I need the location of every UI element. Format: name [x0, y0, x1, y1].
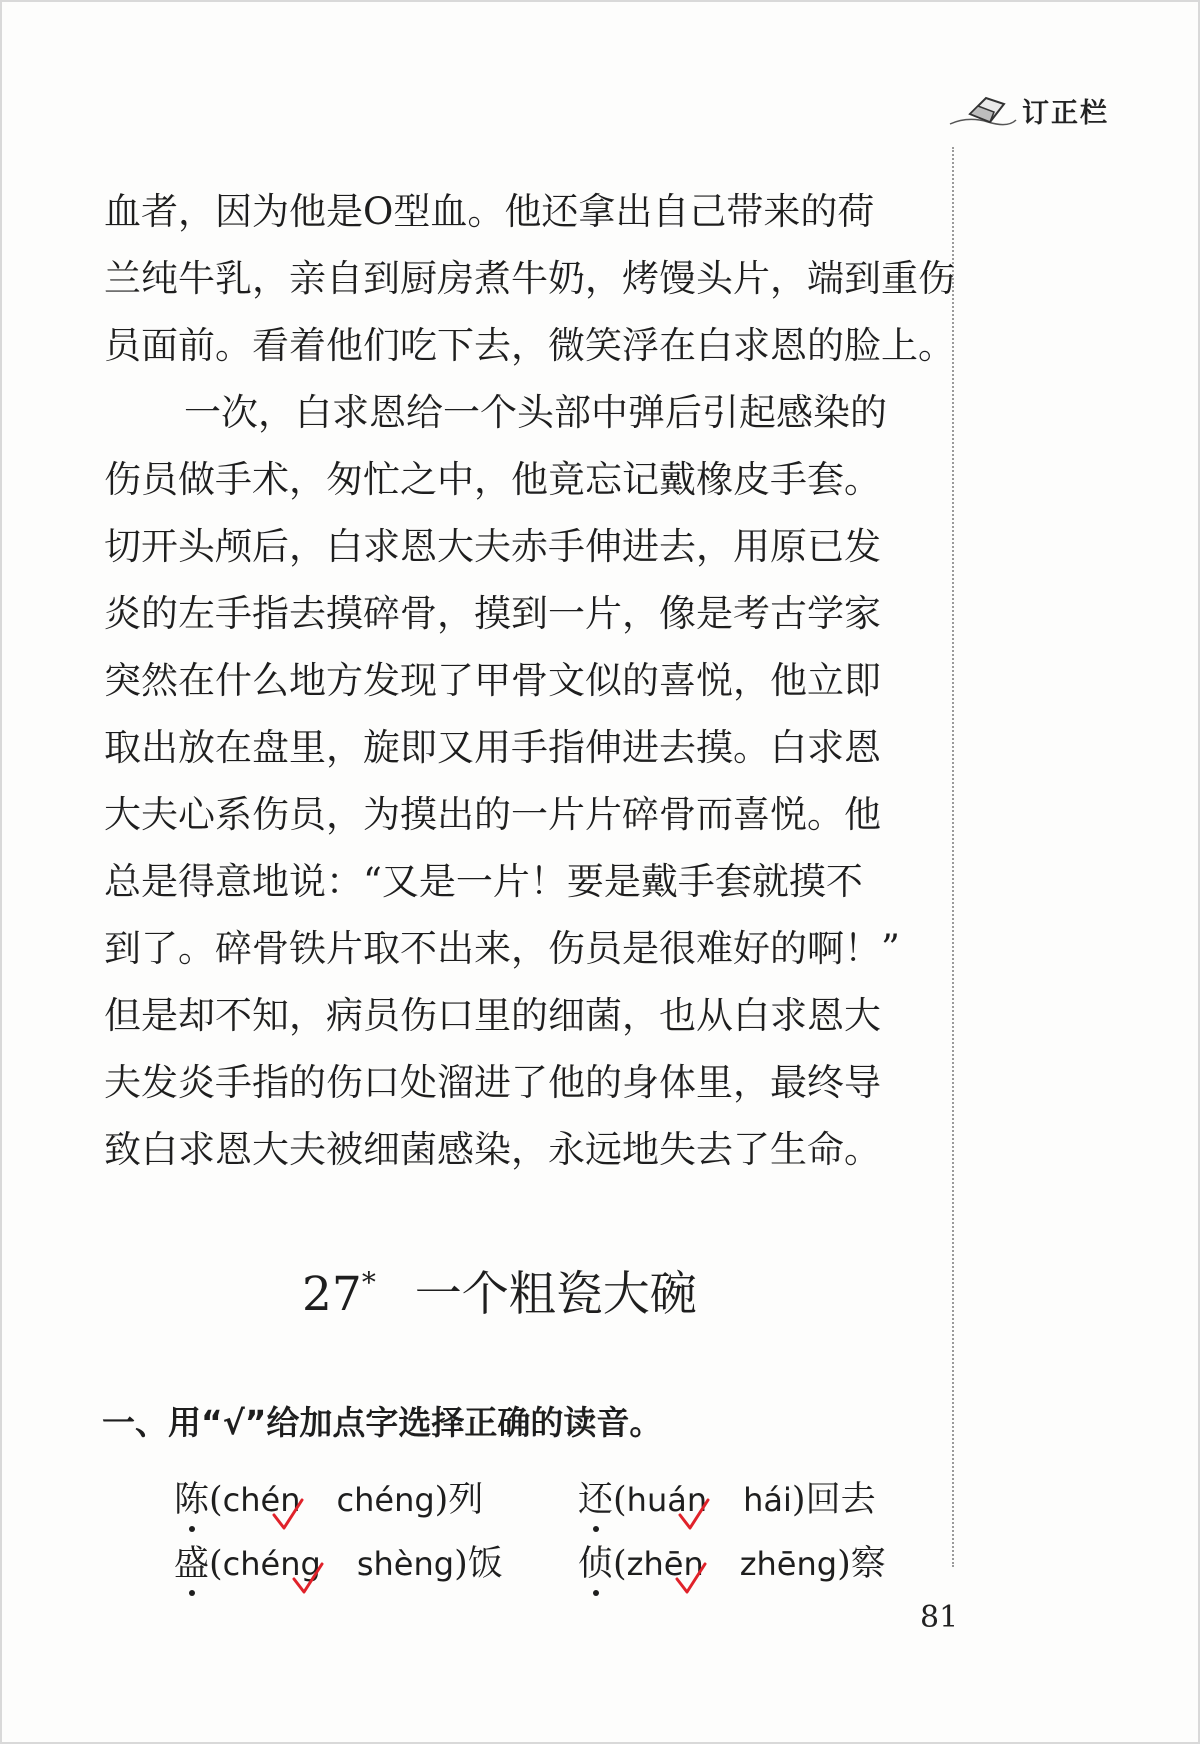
passage-line: 一次，白求恩给一个头部中弹后引起感染的 — [184, 391, 887, 434]
open-paren: ( — [209, 1480, 223, 1520]
passage-line: 到了。碎骨铁片取不出来，伤员是很难好的啊！” — [104, 927, 900, 970]
correction-column-header — [948, 90, 1109, 130]
passage-line: 炎的左手指去摸碎骨，摸到一片，像是考古学家 — [104, 592, 881, 635]
passage-line: 但是却不知，病员伤口里的细菌，也从白求恩大 — [104, 994, 881, 1037]
passage-line: 切开头颅后，白求恩大夫赤手伸进去，用原已发 — [104, 525, 881, 568]
passage-line: 夫发炎手指的伤口处溜进了他的身体里，最终导 — [104, 1061, 881, 1104]
passage-line: 致白求恩大夫被细菌感染，永远地失去了生命。 — [104, 1128, 881, 1171]
open-paren: ( — [209, 1544, 223, 1584]
pinyin-choice-item — [174, 1536, 503, 1586]
eraser-icon — [948, 90, 1018, 130]
passage-text — [104, 178, 955, 1183]
passage-line: 血者，因为他是O型血。他还拿出自己带来的荷 — [104, 190, 875, 233]
correction-column-label: 订正栏 — [1022, 97, 1109, 129]
pinyin-option-1[interactable]: chén — [222, 1481, 301, 1519]
passage-line: 伤员做手术，匆忙之中，他竟忘记戴橡皮手套。 — [104, 458, 881, 501]
word-rest: 察 — [850, 1544, 886, 1584]
pinyin-option-1[interactable]: huán — [626, 1481, 708, 1519]
question-heading: 一、用“√”给加点字选择正确的读音。 — [102, 1403, 663, 1442]
close-paren: ) — [791, 1480, 806, 1520]
pinyin-choice-item — [578, 1472, 876, 1522]
lesson-title-text: 一个粗瓷大碗 — [414, 1267, 697, 1322]
passage-line: 取出放在盘里，旋即又用手指伸进去摸。白求恩 — [104, 726, 881, 769]
red-check-icon — [674, 1561, 708, 1597]
pinyin-option-2[interactable]: hái — [743, 1481, 792, 1519]
pinyin-option-2[interactable]: chéng — [336, 1481, 435, 1519]
pinyin-option-2[interactable]: shèng — [356, 1545, 455, 1583]
close-paren: ) — [837, 1544, 851, 1584]
lesson-number: 27 — [302, 1267, 362, 1322]
passage-line: 员面前。看着他们吃下去，微笑浮在白求恩的脸上。 — [104, 324, 955, 367]
dotted-character: 盛 — [174, 1544, 210, 1584]
dotted-character: 陈 — [174, 1480, 210, 1520]
word-rest: 列 — [448, 1480, 484, 1520]
passage-line: 大夫心系伤员，为摸出的一片片碎骨而喜悦。他 — [104, 793, 881, 836]
open-paren: ( — [613, 1480, 627, 1520]
pinyin-choice-item — [578, 1536, 886, 1586]
passage-line: 兰纯牛乳，亲自到厨房煮牛奶，烤馒头片，端到重伤 — [104, 257, 955, 300]
open-paren: ( — [613, 1544, 627, 1584]
page-number: 81 — [920, 1600, 959, 1635]
dotted-character: 侦 — [578, 1544, 614, 1584]
pinyin-option-2[interactable]: zhēng — [739, 1545, 838, 1583]
pinyin-option-1[interactable]: zhēn — [626, 1545, 704, 1583]
word-rest: 饭 — [467, 1544, 503, 1584]
passage-line: 突然在什么地方发现了甲骨文似的喜悦，他立即 — [104, 659, 881, 702]
red-check-icon — [291, 1561, 325, 1597]
pinyin-option-1[interactable]: chéng — [222, 1545, 321, 1583]
close-paren: ) — [434, 1480, 449, 1520]
pinyin-choice-item — [174, 1472, 483, 1522]
red-check-icon — [677, 1497, 711, 1533]
lesson-title — [302, 1257, 697, 1324]
close-paren: ) — [454, 1544, 468, 1584]
lesson-mark: * — [361, 1266, 376, 1299]
dotted-character: 还 — [578, 1480, 614, 1520]
word-rest: 回去 — [805, 1480, 876, 1520]
passage-line: 总是得意地说：“又是一片！要是戴手套就摸不 — [104, 860, 863, 903]
red-check-icon — [271, 1497, 305, 1533]
